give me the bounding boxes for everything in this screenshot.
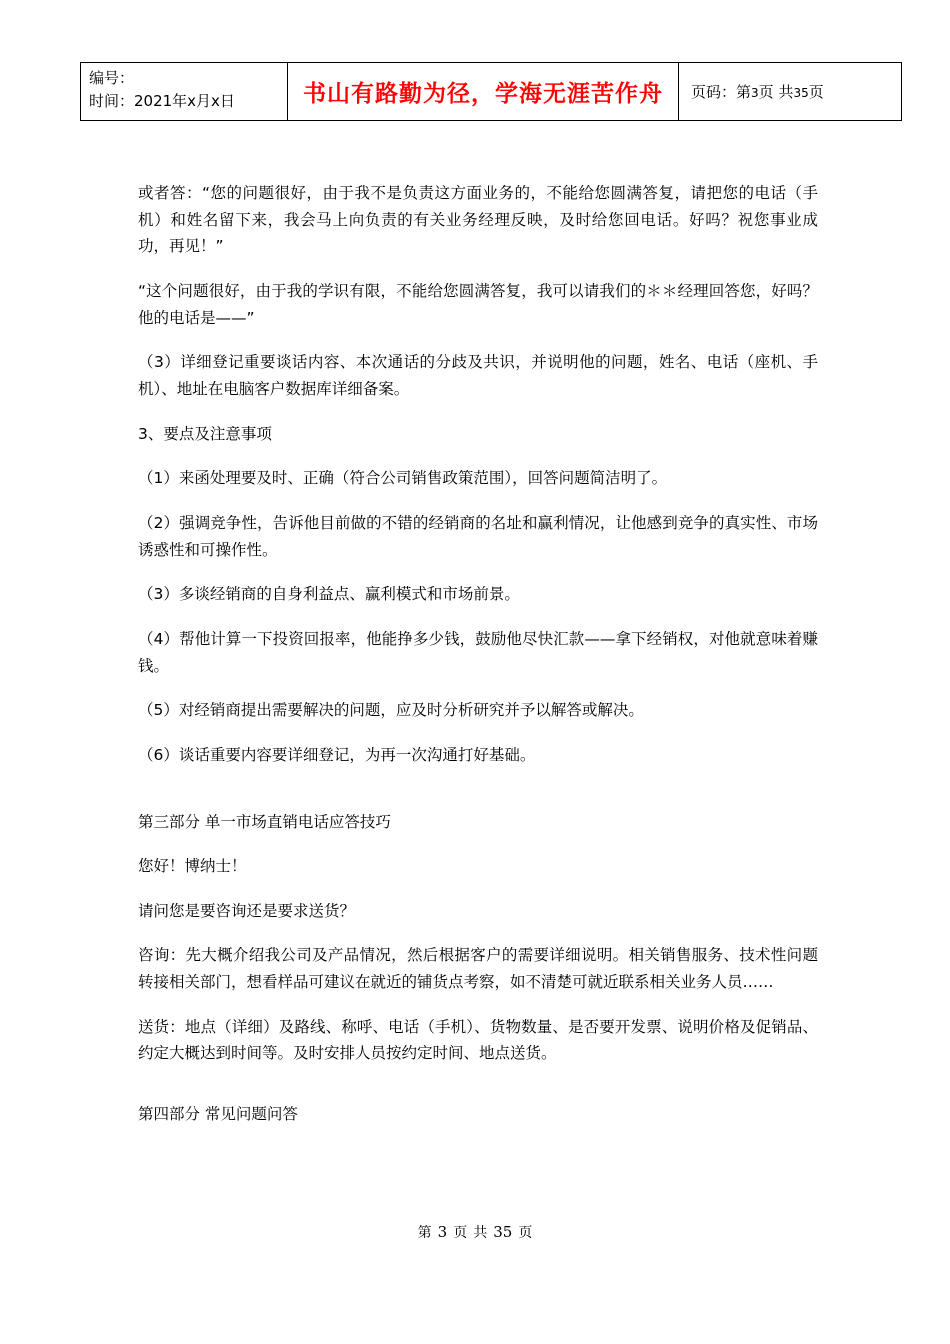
paragraph: （3）多谈经销商的自身利益点、赢利模式和市场前景。	[138, 585, 520, 604]
footer-total-unit: 页	[518, 1225, 533, 1241]
footer-page-number: 3	[437, 1223, 448, 1241]
paragraph: 咨询：先大概介绍我公司及产品情况，然后根据客户的需要详细说明。相关销售服务、技术性问题转接相关部门，想看样品可建议在就近的铺货点考察，如不清楚可就近联系相关业务人员……	[138, 946, 818, 992]
header-left-cell	[81, 63, 288, 121]
header-number-label: 编号：	[89, 69, 135, 87]
paragraph: （3）详细登记重要谈话内容、本次通话的分歧及共识，并说明他的问题，姓名、电话（座机、手机）、地址在电脑客户数据库详细备案。	[138, 353, 818, 398]
header-page-prefix: 页码：	[691, 82, 737, 101]
paragraph: 或者答：“您的问题很好，由于我不是负责这方面业务的，不能给您圆满答复，请把您的电话（手机）和姓名留下来，我会马上向负责的有关业务经理反映，及时给您回电话。好吗？祝您事业成功，再见！”	[138, 184, 818, 256]
page-footer	[0, 1222, 950, 1242]
section-heading: 第三部分 单一市场直销电话应答技巧	[138, 812, 391, 831]
header-page-unit: 页	[758, 82, 774, 101]
footer-page-unit: 页	[453, 1225, 468, 1241]
paragraph: 请问您是要咨询还是要求送货？	[138, 901, 356, 920]
header-date-label: 时间：2021年x月x日	[89, 92, 235, 111]
header-page-label: 第	[736, 82, 752, 101]
header-slogan: 书山有路勤为径，学海无涯苦作舟	[288, 63, 679, 121]
paragraph: （4）帮他计算一下投资回报率，他能挣多少钱，鼓励他尽快汇款——拿下经销权，对他就意味着赚钱。	[138, 629, 818, 675]
header-page-number: 3	[751, 85, 759, 100]
header-total-label: 共	[778, 82, 794, 101]
paragraph: （6）谈话重要内容要详细登记，为再一次沟通打好基础。	[138, 745, 536, 764]
header-total-number: 35	[793, 85, 809, 100]
document-body	[138, 180, 818, 1146]
header-total-unit: 页	[808, 82, 824, 101]
header-page-info	[679, 63, 902, 121]
paragraph: “这个问题很好，由于我的学识有限，不能给您圆满答复，我可以请我们的＊＊经理回答您，好吗？他的电话是——”	[138, 281, 818, 327]
page-header-table	[80, 62, 902, 121]
footer-total-label: 共	[473, 1225, 488, 1241]
section-heading: 第四部分 常见问题问答	[138, 1105, 298, 1124]
paragraph: （2）强调竞争性，告诉他目前做的不错的经销商的名址和赢利情况，让他感到竞争的真实性、市场诱惑性和可操作性。	[138, 513, 818, 559]
paragraph: 您好！博纳士！	[138, 857, 247, 876]
paragraph: （5）对经销商提出需要解决的问题，应及时分析研究并予以解答或解决。	[138, 701, 644, 720]
paragraph: 送货：地点（详细）及路线、称呼、电话（手机）、货物数量、是否要开发票、说明价格及促销品、约定大概达到时间等。及时安排人员按约定时间、地点送货。	[138, 1017, 818, 1063]
section-heading: 3、要点及注意事项	[138, 424, 272, 443]
footer-total-number: 35	[493, 1223, 513, 1241]
header-row	[81, 63, 902, 121]
footer-page-label: 第	[417, 1225, 432, 1241]
paragraph: （1）来函处理要及时、正确（符合公司销售政策范围），回答问题简洁明了。	[138, 469, 668, 488]
